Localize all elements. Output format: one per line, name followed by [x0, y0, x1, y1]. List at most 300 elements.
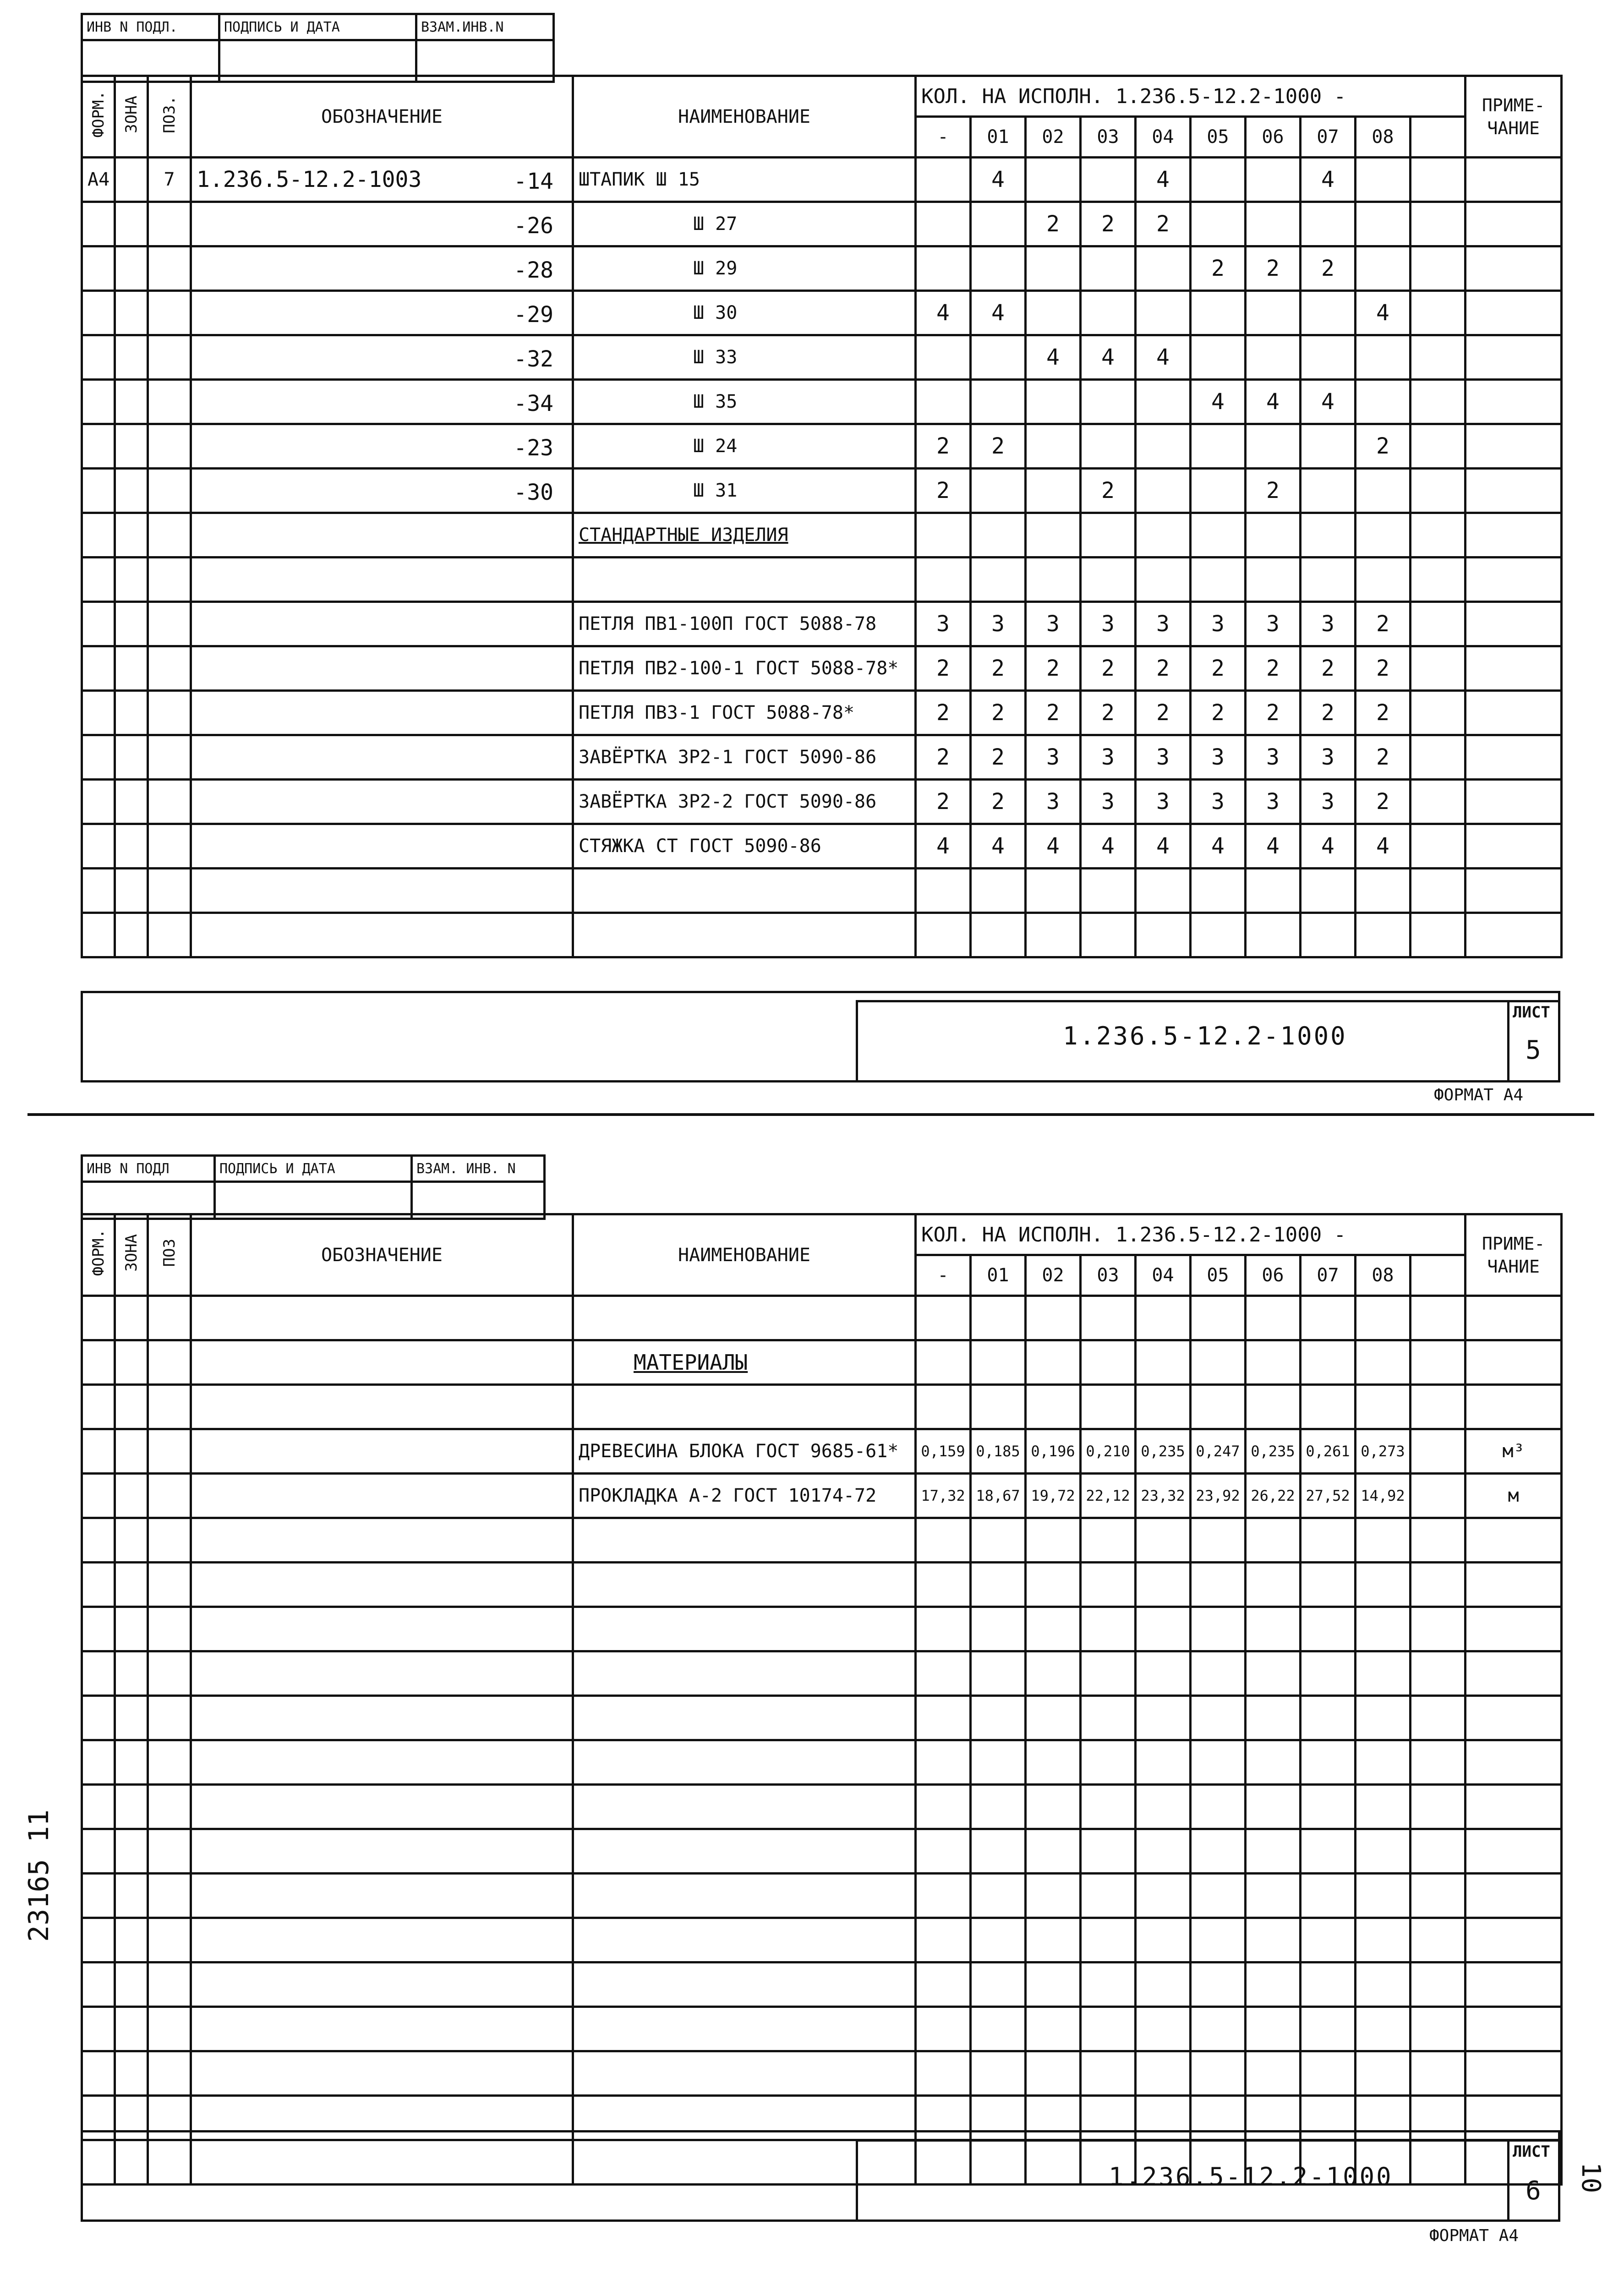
cell-qty: [971, 1829, 1026, 1874]
header-variant-col: 08: [1356, 1255, 1411, 1296]
cell-name: [573, 869, 916, 913]
cell-name: [573, 1385, 916, 1429]
table-row: [82, 1740, 1562, 1785]
cell-qty: [971, 1874, 1026, 1918]
cell-note: [1465, 2051, 1562, 2096]
cell-qty: [1411, 335, 1465, 380]
table-row: [82, 1918, 1562, 1962]
cell-qty: [1411, 1385, 1465, 1429]
cell-empty: [115, 2051, 148, 2096]
cell-qty: 27,52: [1301, 1474, 1356, 1518]
header-variant-col: 05: [1191, 117, 1246, 158]
cell-qty: 18,67: [971, 1474, 1026, 1518]
header-zone: [115, 76, 148, 158]
cell-qty: [1081, 2051, 1136, 2096]
cell-zone: [115, 646, 148, 691]
cell-qty: 4: [916, 824, 971, 869]
cell-qty: [1026, 1918, 1081, 1962]
cell-qty: [1026, 1696, 1081, 1740]
cell-qty: [916, 1296, 971, 1340]
cell-qty: [1301, 335, 1356, 380]
table-row: [82, 1785, 1562, 1829]
cell-zone: [115, 913, 148, 957]
table-row: [82, 1340, 1562, 1385]
cell-name: [573, 913, 916, 957]
cell-empty: [115, 1607, 148, 1651]
cell-qty: [1191, 1518, 1246, 1563]
table-row: [82, 291, 1562, 335]
cell-empty: [115, 1785, 148, 1829]
cell-qty: [1301, 1651, 1356, 1696]
cell-qty: [1081, 2007, 1136, 2051]
cell-empty: [148, 1918, 191, 1962]
cell-qty: [1191, 1874, 1246, 1918]
cell-qty: [1246, 1518, 1301, 1563]
cell-qty: 3: [1026, 602, 1081, 646]
table-row: [82, 1651, 1562, 1696]
cell-qty: [1301, 1829, 1356, 1874]
cell-empty: [191, 1696, 573, 1740]
cell-qty: [1081, 1607, 1136, 1651]
table-row: [82, 780, 1562, 824]
cell-empty: [115, 1696, 148, 1740]
cell-zone: [115, 869, 148, 913]
cell-empty: [191, 1918, 573, 1962]
cell-qty: [1301, 2007, 1356, 2051]
cell-qty: [1026, 869, 1081, 913]
cell-empty: [191, 1962, 573, 2007]
stamp-replace-label: ВЗАМ. ИНВ. N: [412, 1156, 545, 1182]
cell-name: [573, 1518, 916, 1563]
cell-note: м³: [1465, 1429, 1562, 1474]
designation-suffix: -26: [514, 213, 553, 239]
cell-empty: [82, 1785, 115, 1829]
header-row: [82, 1214, 1562, 1255]
cell-qty: [971, 1518, 1026, 1563]
cell-empty: [191, 1518, 573, 1563]
cell-name: [573, 1740, 916, 1785]
stamp-replace-label: ВЗАМ.ИНВ.N: [416, 14, 554, 40]
cell-qty: 4: [1081, 824, 1136, 869]
approval-stamp-1: [81, 13, 555, 83]
table-row: [82, 869, 1562, 913]
cell-qty: [1301, 469, 1356, 513]
cell-empty: [148, 1962, 191, 2007]
cell-qty: [1136, 424, 1191, 469]
cell-qty: [1411, 913, 1465, 957]
cell-qty: [1081, 1696, 1136, 1740]
cell-qty: 3: [1301, 602, 1356, 646]
cell-qty: 26,22: [1246, 1474, 1301, 1518]
cell-qty: [1301, 291, 1356, 335]
header-pos: [148, 1214, 191, 1296]
cell-qty: [1026, 1962, 1081, 2007]
cell-format: А4: [82, 158, 115, 202]
cell-zone: [115, 824, 148, 869]
cell-qty: 4: [1246, 380, 1301, 424]
cell-qty: [1301, 1696, 1356, 1740]
cell-note: [1465, 158, 1562, 202]
cell-qty: 3: [971, 602, 1026, 646]
cell-note: [1465, 246, 1562, 291]
cell-qty: [916, 1651, 971, 1696]
cell-pos: [148, 424, 191, 469]
cell-qty: [1301, 1385, 1356, 1429]
cell-empty: [115, 1651, 148, 1696]
cell-qty: [1246, 158, 1301, 202]
cell-empty: [82, 2051, 115, 2096]
cell-format: [82, 380, 115, 424]
cell-empty: [148, 1296, 191, 1340]
cell-empty: [191, 2007, 573, 2051]
cell-qty: 0,273: [1356, 1429, 1411, 1474]
cell-qty: 2: [1026, 202, 1081, 246]
cell-qty: 2: [916, 469, 971, 513]
cell-note: [1465, 691, 1562, 735]
cell-qty: [1026, 913, 1081, 957]
cell-qty: 2: [1081, 646, 1136, 691]
cell-name: [573, 558, 916, 602]
cell-name: [573, 1563, 916, 1607]
cell-qty: [1081, 1385, 1136, 1429]
cell-qty: [916, 1696, 971, 1740]
cell-qty: 2: [1356, 691, 1411, 735]
cell-qty: 3: [1081, 735, 1136, 780]
cell-qty: 4: [971, 291, 1026, 335]
cell-qty: [1026, 1874, 1081, 1918]
cell-zone: [115, 513, 148, 558]
cell-qty: [1411, 2007, 1465, 2051]
cell-qty: [1026, 246, 1081, 291]
cell-empty: [148, 1740, 191, 1785]
cell-qty: [1136, 1918, 1191, 1962]
cell-name: СТАНДАРТНЫЕ ИЗДЕЛИЯ: [573, 513, 916, 558]
cell-qty: [1356, 2007, 1411, 2051]
header-variant-col: [1411, 1255, 1465, 1296]
cell-designation: [191, 602, 573, 646]
cell-qty: [916, 1918, 971, 1962]
cell-empty: [148, 1474, 191, 1518]
cell-qty: [1136, 291, 1191, 335]
cell-qty: [1246, 1296, 1301, 1340]
table-row: [82, 513, 1562, 558]
cell-format: [82, 291, 115, 335]
cell-zone: [115, 558, 148, 602]
cell-qty: [916, 1740, 971, 1785]
cell-qty: 4: [1026, 824, 1081, 869]
header-variant-col: 03: [1081, 1255, 1136, 1296]
specification-table-2: [81, 1213, 1563, 2186]
cell-qty: 2: [1356, 424, 1411, 469]
stamp-inv-label: ИНВ N ПОДЛ.: [82, 14, 219, 40]
cell-format: [82, 824, 115, 869]
cell-qty: [916, 913, 971, 957]
table-row: [82, 1518, 1562, 1563]
cell-note: [1465, 780, 1562, 824]
cell-qty: [916, 558, 971, 602]
cell-qty: [1411, 1474, 1465, 1518]
cell-qty: 4: [1026, 335, 1081, 380]
cell-qty: [1191, 513, 1246, 558]
cell-name: Ш 30: [573, 291, 916, 335]
cell-qty: [1411, 1829, 1465, 1874]
cell-qty: [1246, 1607, 1301, 1651]
cell-qty: [1356, 913, 1411, 957]
cell-qty: [971, 869, 1026, 913]
cell-qty: [1246, 913, 1301, 957]
cell-pos: [148, 780, 191, 824]
cell-zone: [115, 158, 148, 202]
cell-qty: [1411, 246, 1465, 291]
cell-qty: [1081, 913, 1136, 957]
cell-format: [82, 513, 115, 558]
cell-qty: [1411, 824, 1465, 869]
table-row: [82, 202, 1562, 246]
table-row: [82, 602, 1562, 646]
cell-empty: [82, 1962, 115, 2007]
cell-qty: [1411, 1340, 1465, 1385]
cell-qty: 2: [1246, 646, 1301, 691]
header-variant-col: 05: [1191, 1255, 1246, 1296]
cell-qty: 2: [1356, 735, 1411, 780]
cell-name: [573, 1874, 916, 1918]
cell-qty: [1026, 469, 1081, 513]
cell-qty: [1026, 1518, 1081, 1563]
cell-qty: [916, 2051, 971, 2096]
cell-format: [82, 558, 115, 602]
cell-designation: [191, 780, 573, 824]
cell-pos: [148, 291, 191, 335]
header-name: НАИМЕНОВАНИЕ: [573, 1214, 916, 1296]
cell-qty: [1411, 602, 1465, 646]
cell-note: [1465, 335, 1562, 380]
cell-qty: [1356, 158, 1411, 202]
cell-qty: [1301, 1607, 1356, 1651]
cell-pos: [148, 824, 191, 869]
cell-pos: [148, 913, 191, 957]
cell-qty: 0,235: [1136, 1429, 1191, 1474]
cell-qty: [1081, 513, 1136, 558]
cell-empty: [148, 2007, 191, 2051]
cell-qty: 2: [1246, 691, 1301, 735]
designation-suffix: -23: [514, 435, 553, 461]
cell-qty: [1301, 1962, 1356, 2007]
cell-qty: [1026, 1785, 1081, 1829]
cell-note: [1465, 1829, 1562, 1874]
cell-qty: [971, 1607, 1026, 1651]
cell-qty: 2: [1191, 646, 1246, 691]
cell-empty: [115, 1296, 148, 1340]
cell-qty: [1411, 424, 1465, 469]
header-zone: [115, 1214, 148, 1296]
cell-qty: [1356, 202, 1411, 246]
cell-note: [1465, 291, 1562, 335]
cell-empty: [191, 1829, 573, 1874]
cell-qty: 2: [916, 646, 971, 691]
cell-qty: [1356, 1740, 1411, 1785]
header-variant-col: -: [916, 117, 971, 158]
cell-qty: 2: [971, 424, 1026, 469]
cell-name: МАТЕРИАЛЫ: [573, 1340, 916, 1385]
cell-qty: [971, 469, 1026, 513]
cell-format: [82, 691, 115, 735]
cell-zone: [115, 291, 148, 335]
cell-qty: [1026, 1296, 1081, 1340]
cell-qty: 2: [971, 735, 1026, 780]
cell-qty: 4: [916, 291, 971, 335]
cell-qty: [1191, 1696, 1246, 1740]
cell-qty: 0,247: [1191, 1429, 1246, 1474]
header-variant-col: 03: [1081, 117, 1136, 158]
cell-empty: [82, 1874, 115, 1918]
cell-empty: [191, 1296, 573, 1340]
cell-qty: [1246, 291, 1301, 335]
header-row: [82, 76, 1562, 117]
header-format-label: ФОРМ.: [89, 1229, 108, 1276]
cell-note: [1465, 735, 1562, 780]
cell-note: м: [1465, 1474, 1562, 1518]
cell-format: [82, 913, 115, 957]
cell-qty: [1411, 202, 1465, 246]
format-label: ФОРМАТ А4: [1429, 2226, 1519, 2245]
cell-qty: [1136, 1563, 1191, 1607]
cell-qty: [1411, 1918, 1465, 1962]
cell-designation: [191, 513, 573, 558]
table-row: [82, 1696, 1562, 1740]
cell-qty: 4: [1191, 380, 1246, 424]
table-row: [82, 558, 1562, 602]
header-variant-col: 07: [1301, 117, 1356, 158]
cell-note: [1465, 2007, 1562, 2051]
cell-qty: [916, 1518, 971, 1563]
cell-qty: [1081, 1518, 1136, 1563]
cell-qty: [916, 1874, 971, 1918]
cell-name: [573, 1829, 916, 1874]
cell-name: Ш 24: [573, 424, 916, 469]
stamp-inv-label: ИНВ N ПОДЛ: [82, 1156, 215, 1182]
cell-qty: [1356, 1829, 1411, 1874]
cell-qty: 2: [1301, 646, 1356, 691]
cell-qty: [1301, 869, 1356, 913]
cell-qty: [1301, 1874, 1356, 1918]
cell-empty: [191, 1651, 573, 1696]
document-code: 1.236.5-12.2-1000: [1109, 2162, 1393, 2191]
cell-designation: [191, 869, 573, 913]
cell-empty: [115, 1918, 148, 1962]
cell-qty: [1356, 1696, 1411, 1740]
cell-qty: [1081, 246, 1136, 291]
cell-empty: [115, 1385, 148, 1429]
cell-pos: [148, 469, 191, 513]
document-code: 1.236.5-12.2-1000: [1063, 1022, 1347, 1050]
cell-zone: [115, 246, 148, 291]
cell-empty: [148, 1874, 191, 1918]
cell-qty: 2: [1246, 246, 1301, 291]
cell-qty: [971, 2007, 1026, 2051]
cell-qty: [1191, 291, 1246, 335]
cell-qty: [1026, 2051, 1081, 2096]
cell-qty: 2: [1301, 691, 1356, 735]
cell-qty: [1081, 291, 1136, 335]
cell-qty: [971, 380, 1026, 424]
cell-qty: 3: [1026, 780, 1081, 824]
cell-qty: [1356, 335, 1411, 380]
cell-qty: [1411, 158, 1465, 202]
sheet-label: ЛИСТ: [1513, 2143, 1550, 2161]
cell-empty: [82, 1740, 115, 1785]
cell-qty: [1301, 1740, 1356, 1785]
header-qty: КОЛ. НА ИСПОЛН. 1.236.5-12.2-1000 -: [916, 1214, 1465, 1255]
cell-qty: 2: [916, 735, 971, 780]
cell-qty: 3: [1136, 780, 1191, 824]
cell-note: [1465, 1651, 1562, 1696]
table-row: [82, 424, 1562, 469]
cell-qty: [1026, 1385, 1081, 1429]
cell-empty: [115, 1740, 148, 1785]
cell-qty: 4: [1301, 380, 1356, 424]
cell-qty: [1191, 1651, 1246, 1696]
cell-empty: [191, 1429, 573, 1474]
cell-qty: [1136, 1874, 1191, 1918]
cell-zone: [115, 780, 148, 824]
cell-qty: [1411, 1518, 1465, 1563]
cell-qty: 3: [1081, 602, 1136, 646]
cell-empty: [191, 1740, 573, 1785]
cell-name: ПЕТЛЯ ПВ1-100П ГОСТ 5088-78: [573, 602, 916, 646]
format-label: ФОРМАТ А4: [1434, 1086, 1524, 1104]
cell-qty: [1411, 646, 1465, 691]
cell-note: [1465, 424, 1562, 469]
table-row: [82, 691, 1562, 735]
cell-qty: 2: [916, 780, 971, 824]
cell-qty: 2: [916, 691, 971, 735]
cell-qty: [971, 1962, 1026, 2007]
table-row: [82, 824, 1562, 869]
cell-qty: 2: [1136, 202, 1191, 246]
cell-qty: 3: [1081, 780, 1136, 824]
cell-qty: [916, 246, 971, 291]
cell-qty: [1301, 1518, 1356, 1563]
cell-qty: [1411, 558, 1465, 602]
cell-qty: [1246, 2007, 1301, 2051]
cell-qty: [1191, 1563, 1246, 1607]
cell-qty: [971, 1651, 1026, 1696]
cell-name: [573, 1607, 916, 1651]
cell-designation: [191, 202, 573, 246]
cell-qty: 2: [1081, 691, 1136, 735]
cell-name: ЗАВЁРТКА ЗР2-2 ГОСТ 5090-86: [573, 780, 916, 824]
cell-qty: 4: [1136, 335, 1191, 380]
cell-qty: [1246, 1740, 1301, 1785]
cell-qty: 3: [1191, 780, 1246, 824]
header-note: ПРИМЕ- ЧАНИЕ: [1465, 76, 1562, 158]
cell-note: [1465, 469, 1562, 513]
corner-mark: 10: [1576, 2162, 1606, 2193]
cell-qty: 23,92: [1191, 1474, 1246, 1518]
cell-designation: [191, 646, 573, 691]
cell-qty: [1081, 869, 1136, 913]
cell-qty: [1411, 380, 1465, 424]
cell-designation: [191, 469, 573, 513]
cell-qty: 2: [1356, 646, 1411, 691]
cell-qty: 3: [916, 602, 971, 646]
cell-qty: [1191, 424, 1246, 469]
cell-name: ШТАПИК Ш 15: [573, 158, 916, 202]
cell-name: [573, 1918, 916, 1962]
cell-qty: 3: [1191, 735, 1246, 780]
cell-empty: [82, 1474, 115, 1518]
cell-pos: [148, 380, 191, 424]
